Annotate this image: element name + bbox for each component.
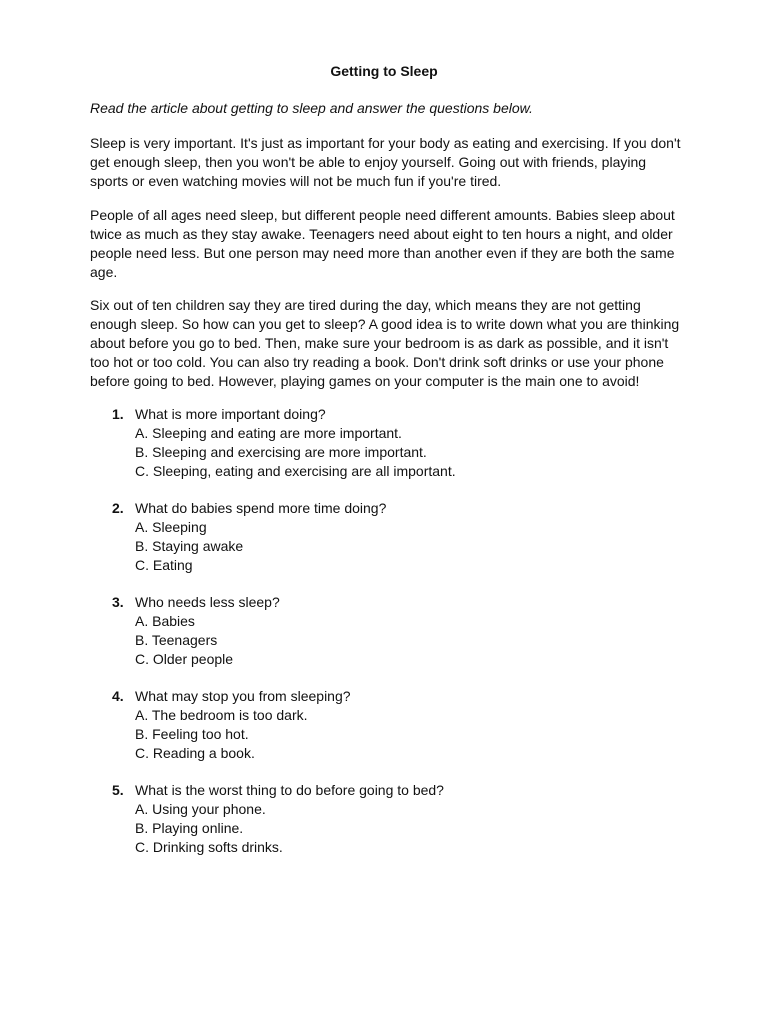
question-text: What may stop you from sleeping? (135, 688, 351, 704)
question-body (135, 405, 695, 481)
question-2 (0, 499, 768, 593)
article-paragraph-1: Sleep is very important. It's just as important for your body as eating and exercising. If you don't get enough sleep, then you won't be able to enjoy yourself. Going out with friends, playing sports or even watching movies will not be much fun if you're tired. (90, 135, 681, 189)
question-1 (0, 405, 768, 499)
instructions: Read the article about getting to sleep and answer the questions below. (90, 100, 533, 116)
question-body (135, 499, 695, 575)
answer-option-a: A. Sleeping and eating are more important. (135, 425, 402, 441)
question-number: 3. (112, 594, 124, 610)
question-number: 2. (112, 500, 124, 516)
answer-option-c: C. Older people (135, 651, 234, 667)
question-list (0, 405, 768, 875)
article-paragraph-3: Six out of ten children say they are tired during the day, which means they are not getting enough sleep. So how can you get to sleep? A good idea is to write down what you are thinking about before you go to bed. Then, make sure your bedroom is as dark as possible, and it isn't too hot or too cold. You can also try reading a book. Don't drink soft drinks or use your phone before going to bed. However, playing games on your computer is the main one to avoid! (90, 297, 680, 389)
answer-option-c: C. Eating (135, 557, 193, 573)
question-4 (0, 687, 768, 781)
answer-option-c: C. Sleeping, eating and exercising are all important. (135, 463, 456, 479)
answer-option-b: B. Playing online. (135, 820, 244, 836)
answer-option-c: C. Drinking softs drinks. (135, 839, 283, 855)
answer-option-a: A. Babies (135, 613, 195, 629)
article-paragraph-2: People of all ages need sleep, but different people need different amounts. Babies sleep about twice as much as they stay awake. Teenagers need about eight to ten hours a night, and older people need less. But one person may need more than another even if they are both the same age. (90, 207, 675, 280)
answer-option-a: A. Using your phone. (135, 801, 266, 817)
question-number: 4. (112, 688, 124, 704)
question-number: 1. (112, 406, 124, 422)
question-body (135, 593, 695, 669)
question-text: What is the worst thing to do before going to bed? (135, 782, 444, 798)
answer-option-b: B. Sleeping and exercising are more important. (135, 444, 427, 460)
page-title: Getting to Sleep (330, 63, 438, 79)
question-3 (0, 593, 768, 687)
answer-option-c: C. Reading a book. (135, 745, 255, 761)
question-text: Who needs less sleep? (135, 594, 280, 610)
question-text: What do babies spend more time doing? (135, 500, 387, 516)
question-number: 5. (112, 782, 124, 798)
answer-option-a: A. Sleeping (135, 519, 207, 535)
question-body (135, 781, 695, 857)
answer-option-a: A. The bedroom is too dark. (135, 707, 308, 723)
question-body (135, 687, 695, 763)
question-text: What is more important doing? (135, 406, 326, 422)
answer-option-b: B. Teenagers (135, 632, 218, 648)
answer-option-b: B. Feeling too hot. (135, 726, 249, 742)
question-5 (0, 781, 768, 875)
answer-option-b: B. Staying awake (135, 538, 244, 554)
